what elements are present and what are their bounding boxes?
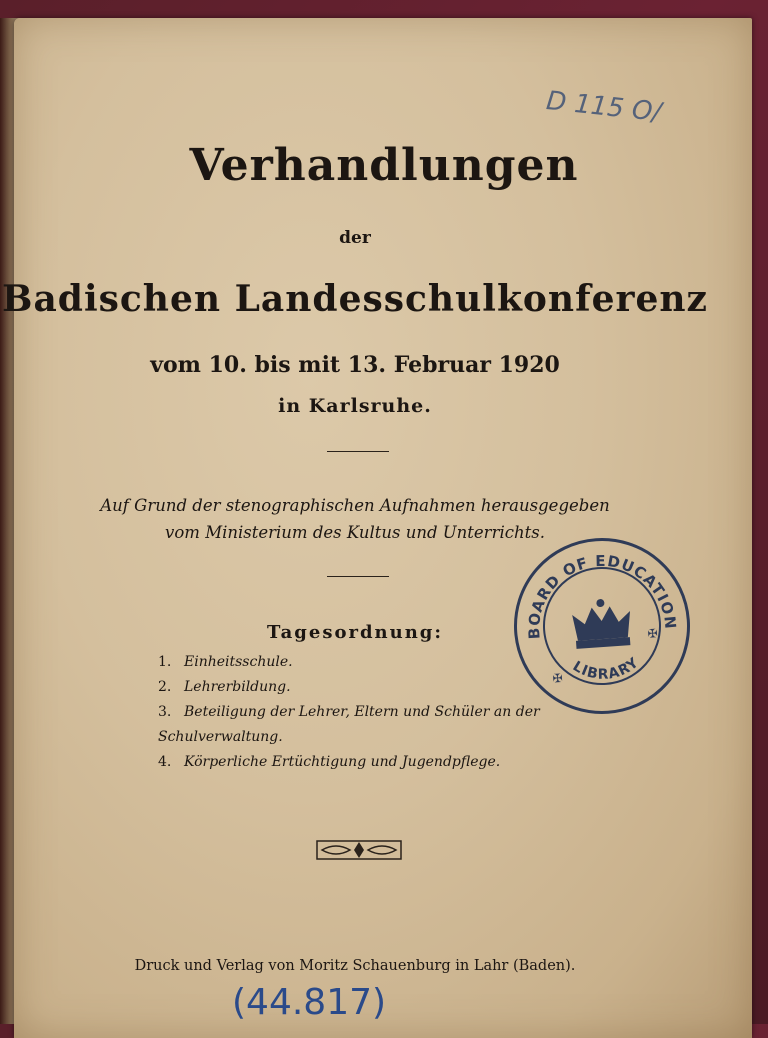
crown-icon: [571, 597, 632, 649]
svg-text:LIBRARY: [569, 654, 643, 685]
stamp-text-ring: [511, 535, 692, 716]
agenda-number: 3.: [158, 704, 172, 720]
agenda-text: Lehrerbildung.: [184, 679, 291, 695]
conference-dates: vom 10. bis mit 13. Februar 1920: [150, 352, 560, 378]
divider-rule: [327, 576, 389, 577]
editorial-note-line: vom Ministerium des Kultus und Unterrichts.: [165, 523, 545, 542]
agenda-text: Körperliche Ertüchtigung und Jugendpflege.: [184, 754, 501, 770]
stamp-top-text: BOARD OF EDUCATION: [524, 551, 680, 640]
cross-ornament-icon: ✠: [647, 626, 659, 641]
library-stamp: [508, 532, 696, 720]
agenda-text: Einheitsschule.: [184, 654, 293, 670]
cross-ornament-icon: ✠: [552, 670, 564, 686]
conference-place: in Karlsruhe.: [278, 395, 432, 417]
list-item: [158, 700, 578, 725]
ornament-icon: [316, 838, 402, 862]
list-item: [158, 650, 578, 675]
page-subtitle: Badischen Landesschulkonferenz: [2, 278, 708, 320]
list-item: [158, 675, 578, 700]
shelfmark-note: D 115 O/: [544, 86, 663, 128]
agenda-number: 2.: [158, 679, 172, 695]
accession-number: (44.817): [232, 982, 387, 1023]
publisher-imprint: Druck und Verlag von Moritz Schauenburg in Lahr (Baden).: [134, 958, 576, 974]
list-item: [158, 750, 578, 775]
agenda-heading: Tagesordnung:: [266, 622, 444, 643]
agenda-number: 4.: [158, 754, 172, 770]
editorial-note-line: Auf Grund der stenographischen Aufnahmen herausgegeben: [100, 496, 610, 515]
stamp-bottom-text: LIBRARY: [569, 654, 643, 683]
title-connector: der: [339, 228, 371, 248]
page-title: Verhandlungen: [189, 140, 579, 191]
agenda-text: Beteiligung der Lehrer, Eltern und Schüler an der: [184, 704, 540, 720]
divider-rule: [327, 451, 389, 452]
agenda-list: [158, 650, 578, 775]
agenda-number: 1.: [158, 654, 172, 670]
agenda-text: Schulverwaltung.: [158, 729, 283, 745]
list-item: [158, 725, 578, 750]
